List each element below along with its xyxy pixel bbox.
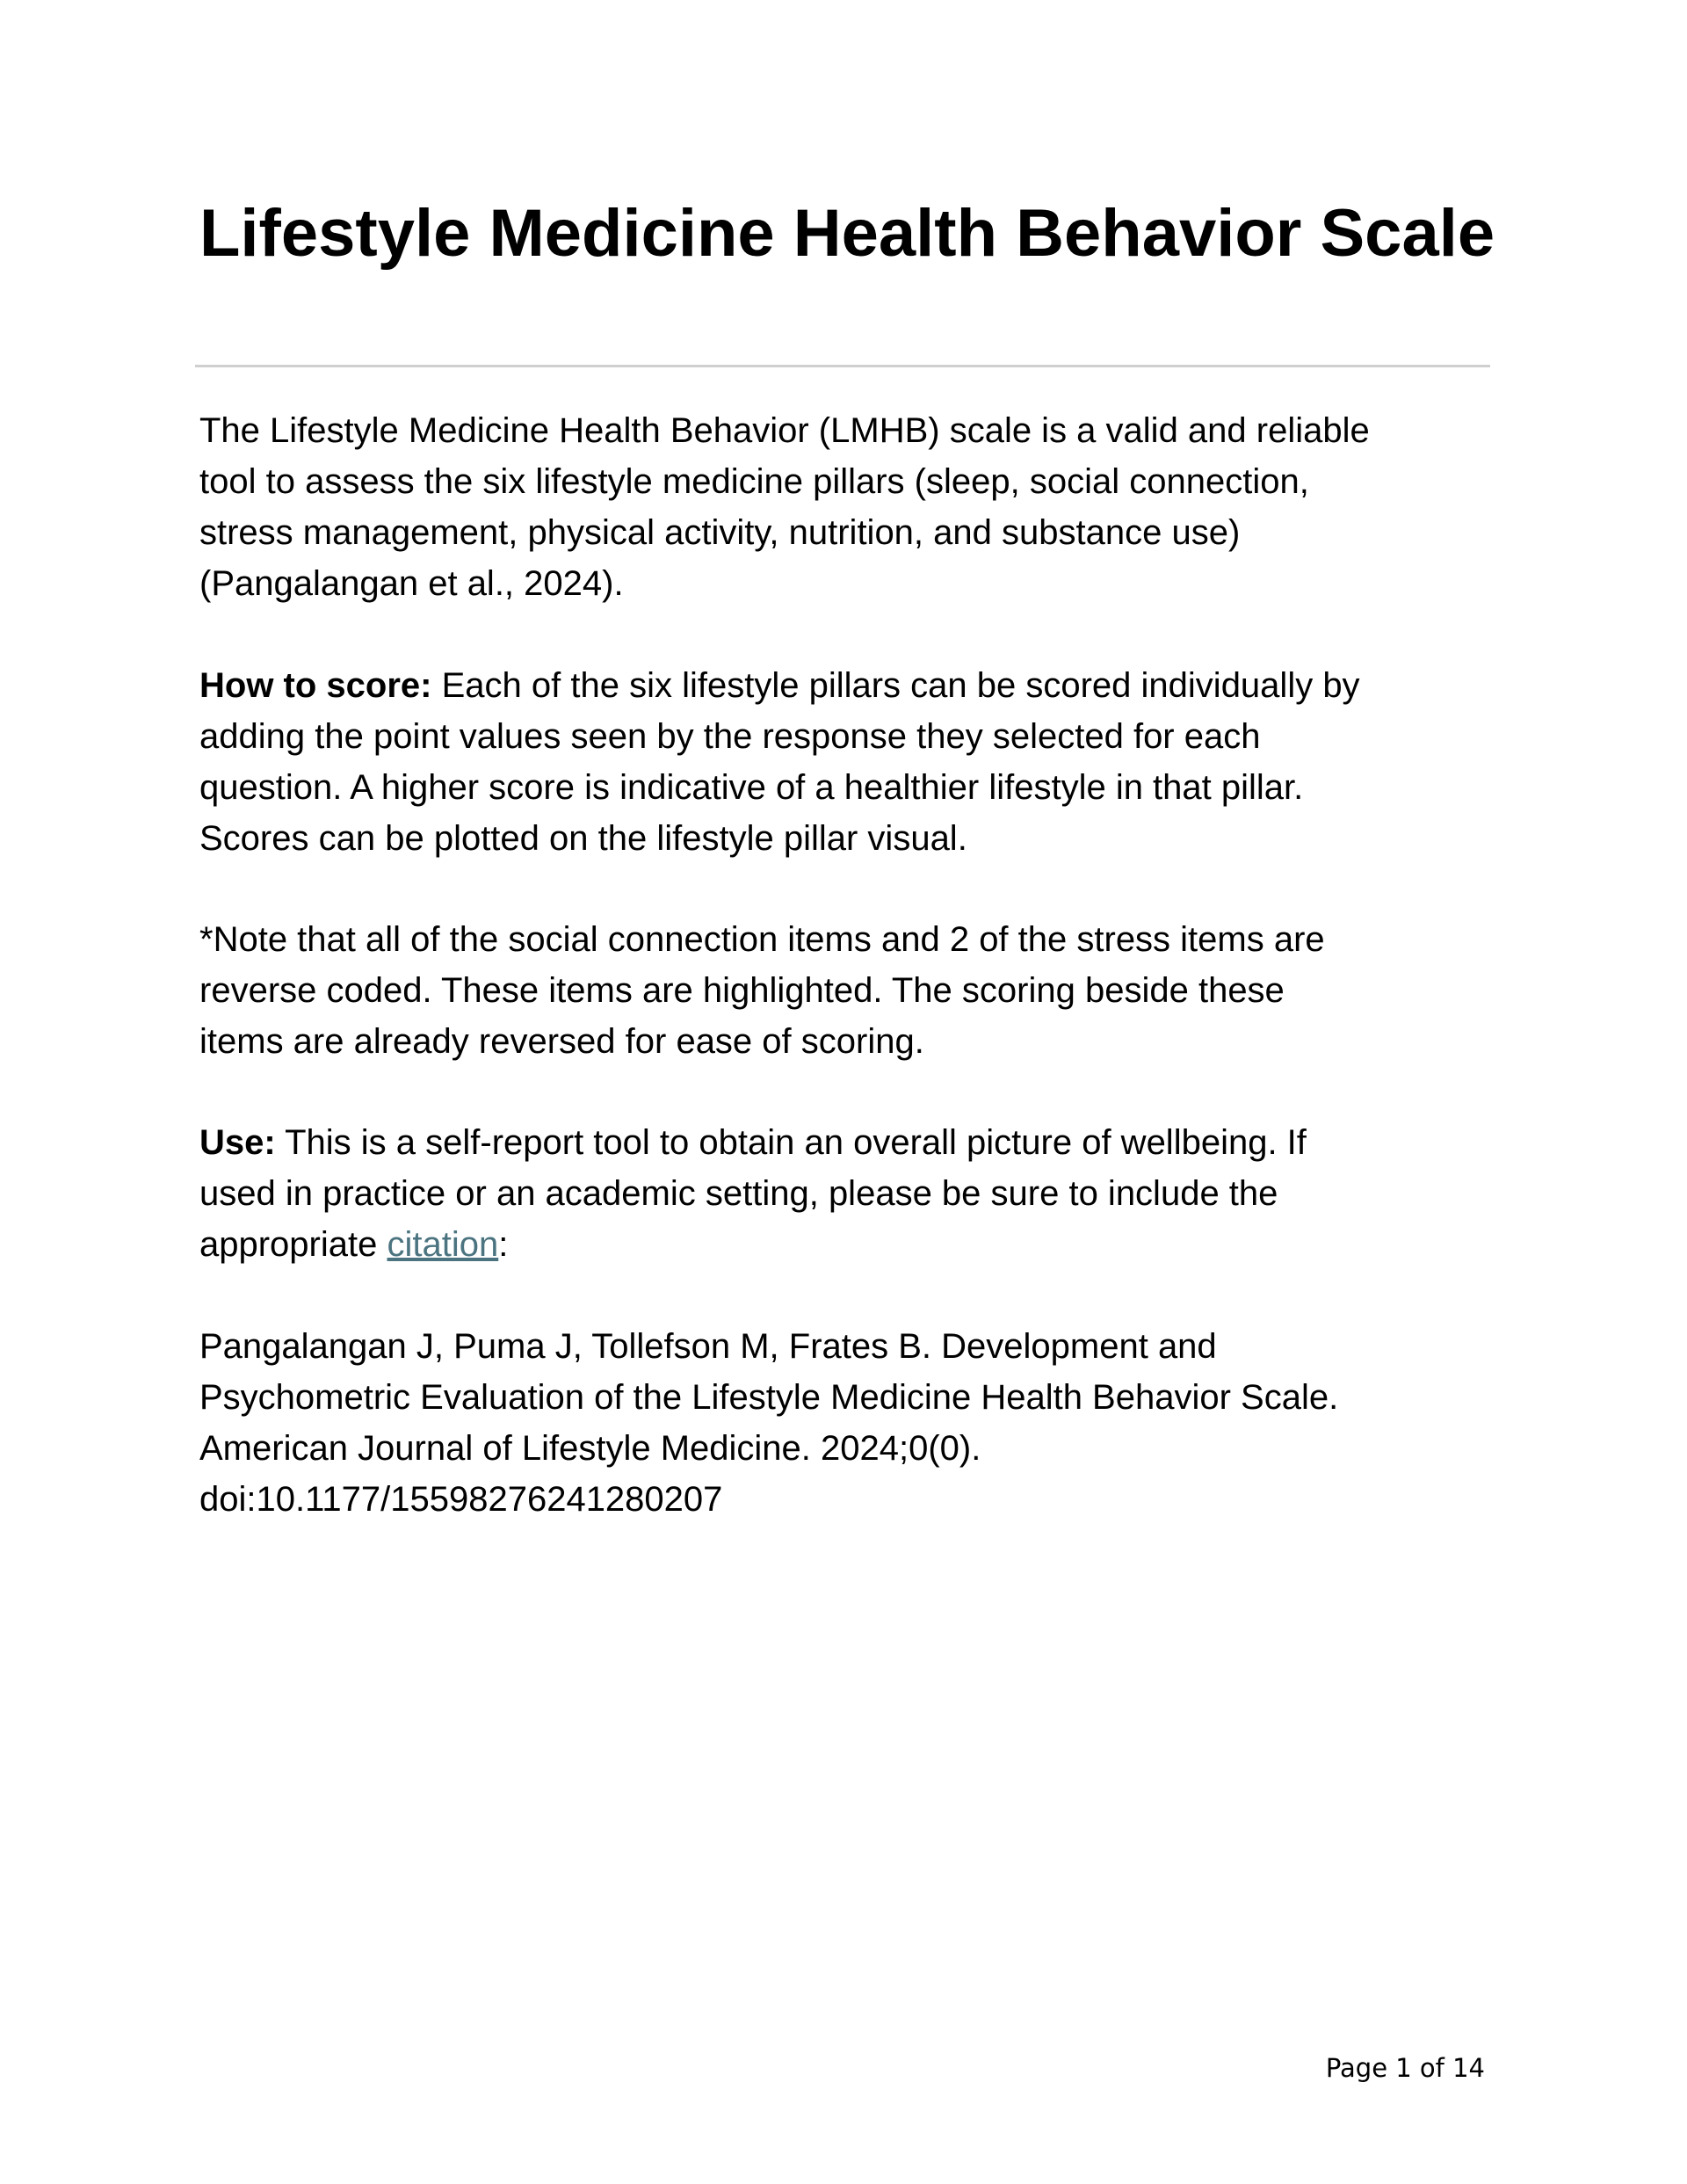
citation-link[interactable]: citation	[387, 1225, 499, 1264]
how-to-score-label: How to score:	[199, 666, 432, 705]
page-title: Lifestyle Medicine Health Behavior Scale	[199, 196, 1495, 271]
use-text: This is a self-report tool to obtain an overall picture of wellbeing. If	[275, 1123, 1307, 1162]
how-to-score-line: question. A higher score is indicative of a healthier lifestyle in that pillar.	[199, 768, 1304, 807]
use-text: appropriate	[199, 1225, 387, 1264]
how-to-score-line	[199, 660, 1360, 711]
citation-line: Pangalangan J, Puma J, Tollefson M, Frates B. Development and	[199, 1327, 1217, 1366]
how-to-score-paragraph	[199, 660, 1360, 864]
how-to-score-line: adding the point values seen by the response they selected for each	[199, 717, 1261, 756]
intro-line: (Pangalangan et al., 2024).	[199, 564, 624, 603]
citation-paragraph	[199, 1321, 1338, 1525]
use-line: used in practice or an academic setting, please be sure to include the	[199, 1174, 1278, 1213]
title-divider	[195, 365, 1490, 367]
note-line: *Note that all of the social connection items and 2 of the stress items are	[199, 920, 1325, 959]
note-line: reverse coded. These items are highlighted. The scoring beside these	[199, 971, 1285, 1010]
use-line	[199, 1117, 1307, 1168]
note-line: items are already reversed for ease of scoring.	[199, 1022, 924, 1061]
how-to-score-line: Scores can be plotted on the lifestyle pillar visual.	[199, 819, 967, 858]
citation-line: Psychometric Evaluation of the Lifestyle Medicine Health Behavior Scale.	[199, 1378, 1339, 1417]
use-label: Use:	[199, 1123, 276, 1162]
use-line	[199, 1219, 1307, 1270]
intro-line: stress management, physical activity, nutrition, and substance use)	[199, 513, 1241, 552]
how-to-score-text: Each of the six lifestyle pillars can be scored individually by	[431, 666, 1360, 705]
page-number: Page 1 of 14	[1325, 2053, 1485, 2083]
citation-line: doi:10.1177/15598276241280207	[199, 1480, 723, 1519]
use-text: :	[498, 1225, 509, 1264]
note-paragraph	[199, 914, 1325, 1067]
citation-line: American Journal of Lifestyle Medicine. 2024;0(0).	[199, 1429, 981, 1468]
intro-line: The Lifestyle Medicine Health Behavior (LMHB) scale is a valid and reliable	[199, 411, 1370, 450]
use-paragraph	[199, 1117, 1307, 1270]
intro-line: tool to assess the six lifestyle medicine pillars (sleep, social connection,	[199, 462, 1309, 501]
intro-paragraph	[199, 405, 1370, 609]
